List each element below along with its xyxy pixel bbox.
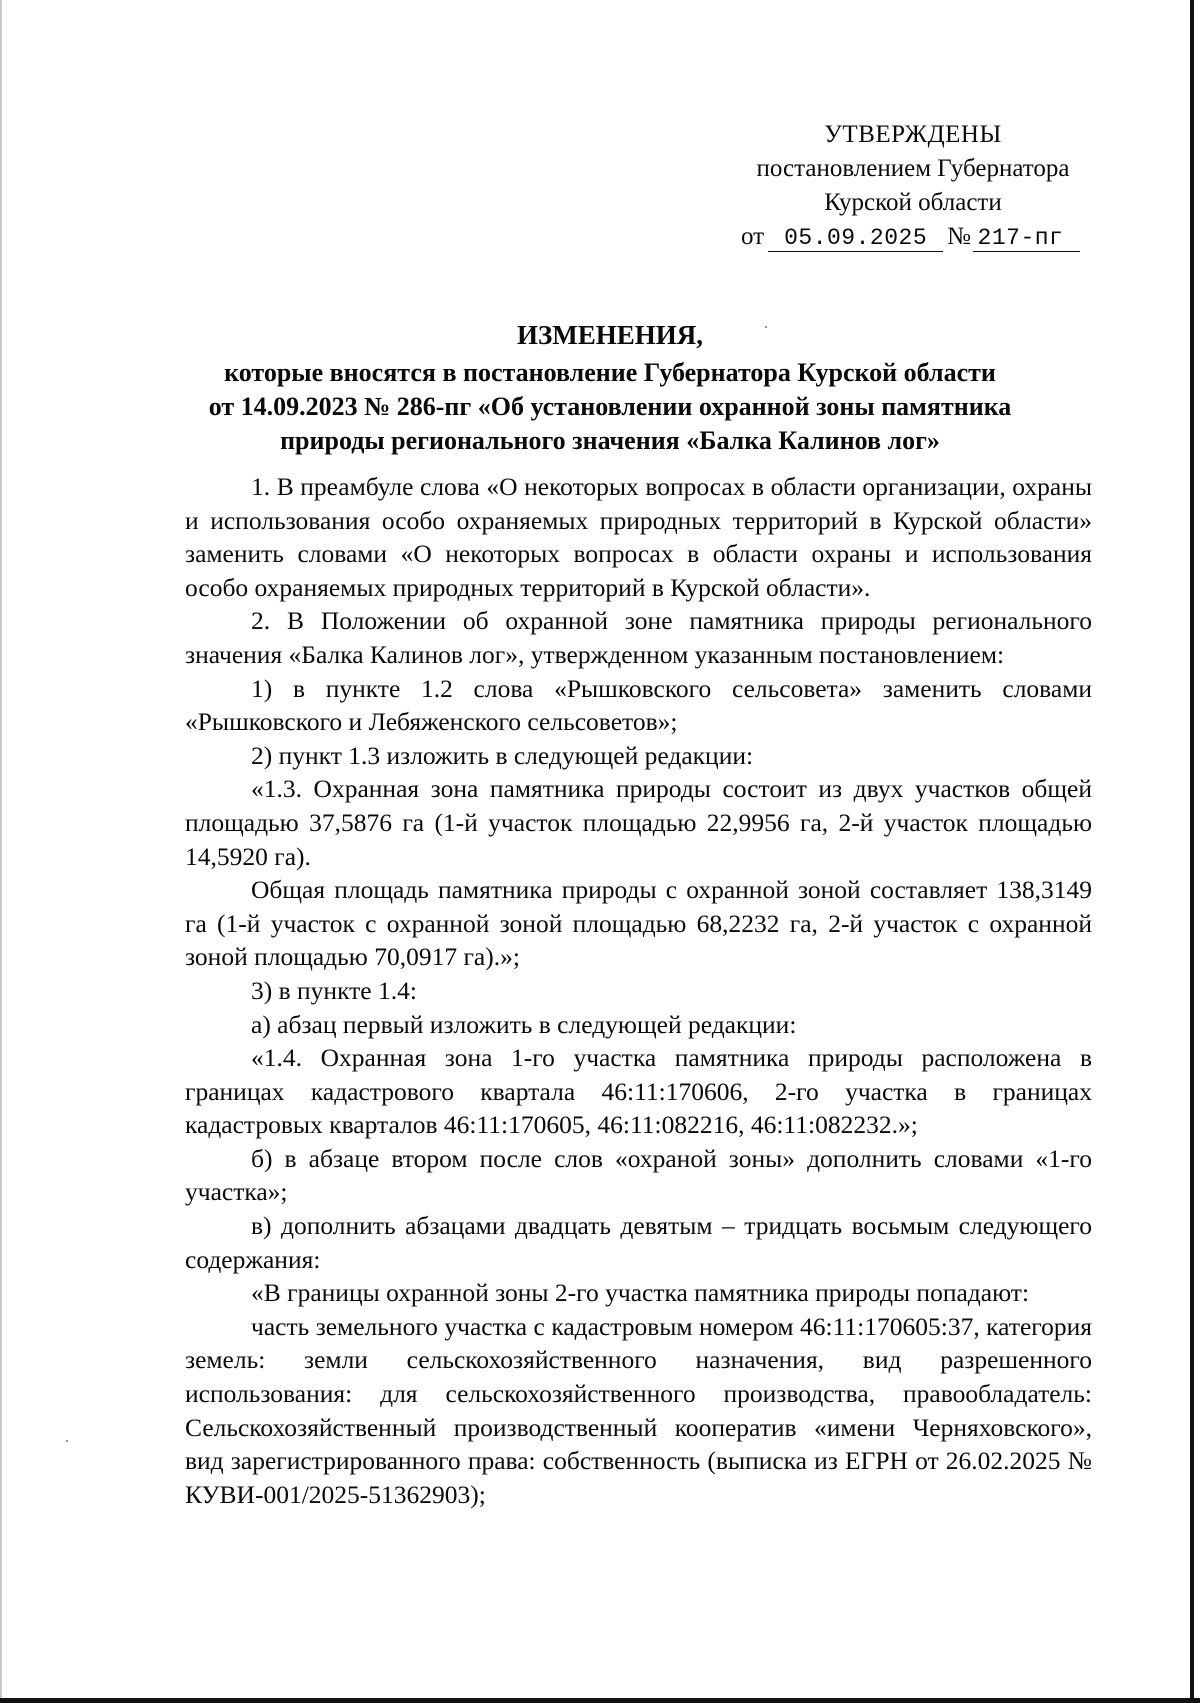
paragraph-a: а) абзац первый изложить в следующей редакции: [251, 1009, 797, 1039]
approval-block [733, 118, 1093, 254]
document-body [185, 470, 1092, 1511]
scan-left-edge [0, 0, 2, 1703]
paragraph-v: в) дополнить абзацами двадцать девятым – тридцать восьмым следующего содержания: [185, 1211, 1092, 1274]
approval-title: УТВЕРЖДЕНЫ [824, 121, 1002, 148]
document-heading [150, 318, 1070, 458]
scan-speck [66, 1440, 68, 1442]
heading-title: ИЗМЕНЕНИЯ, [516, 320, 703, 350]
paragraph-1-3-quote: «1.3. Охранная зона памятника природы состоит из двух участков общей площадью 37,5876 га (1-й участок площадью 22,9956 га, 2-й участок площадью 14,5920 га). [185, 774, 1092, 871]
paragraph-zone-2-intro: «В границы охранной зоны 2-го участка памятника природы попадают: [251, 1278, 1030, 1308]
approval-line-2: Курской области [824, 189, 1002, 216]
approval-date: 05.09.2025 [768, 225, 943, 252]
scan-bottom-border [0, 1698, 1200, 1703]
paragraph-2-2: 2) пункт 1.3 изложить в следующей редакции: [251, 740, 754, 770]
paragraph-2-1: 1) в пункте 1.2 слова «Рышковского сельсовета» заменить словами «Рышковского и Лебяженского сельсоветов»; [185, 673, 1092, 737]
heading-line-1: которые вносятся в постановление Губернатора Курской области [224, 358, 996, 387]
paragraph-total-area: Общая площадь памятника природы с охранной зоной составляет 138,3149 га (1-й участок с охранной зоной площадью 68,2232 га, 2-й участок с охранной зоной площадью 70,0917 га).»; [185, 875, 1092, 972]
approval-number: 217-пг [973, 225, 1080, 252]
paragraph-land-plot: часть земельного участка с кадастровым номером 46:11:170605:37, категория земель: земли сельскохозяйственного назначения, вид разрешенного использования: для сельскохозяйственного производства, правообладатель: Сельскохозяйственный производственный кооператив «имени Черняховского», вид зарегистрированного права: собственность (выписка из ЕГРН от 26.02.2025 № КУВИ-001/2025-51362903); [185, 1311, 1092, 1509]
approval-line-1: постановлением Губернатора [756, 155, 1070, 182]
paragraph-2-3: 3) в пункте 1.4: [251, 975, 417, 1005]
number-label: № [947, 223, 971, 250]
from-label: от [741, 223, 765, 250]
scan-right-border [1190, 0, 1194, 1703]
heading-line-2: от 14.09.2023 № 286-пг «Об установлении охранной зоны памятника [208, 392, 1012, 421]
paragraph-1-4-quote: «1.4. Охранная зона 1-го участка памятника природы расположена в границах кадастрового квартала 46:11:170606, 2-го участка в границах кадастровых кварталов 46:11:170605, 46:11:082216, 46:11:082232.»; [185, 1043, 1092, 1140]
paragraph-b: б) в абзаце втором после слов «охраной зоны» дополнить словами «1-го участка»; [185, 1143, 1092, 1207]
paragraph-1: 1. В преамбуле слова «О некоторых вопросах в области организации, охраны и использования особо охраняемых природных территорий в Курской области» заменить словами «О некоторых вопросах в области охраны и использования особо охраняемых природных территорий в Курской области». [185, 472, 1092, 602]
approval-date-line [733, 220, 1093, 254]
paragraph-2: 2. В Положении об охранной зоне памятника природы регионального значения «Балка Калинов лог», утвержденном указанным постановлением: [185, 606, 1092, 669]
heading-line-3: природы регионального значения «Балка Калинов лог» [280, 426, 940, 455]
